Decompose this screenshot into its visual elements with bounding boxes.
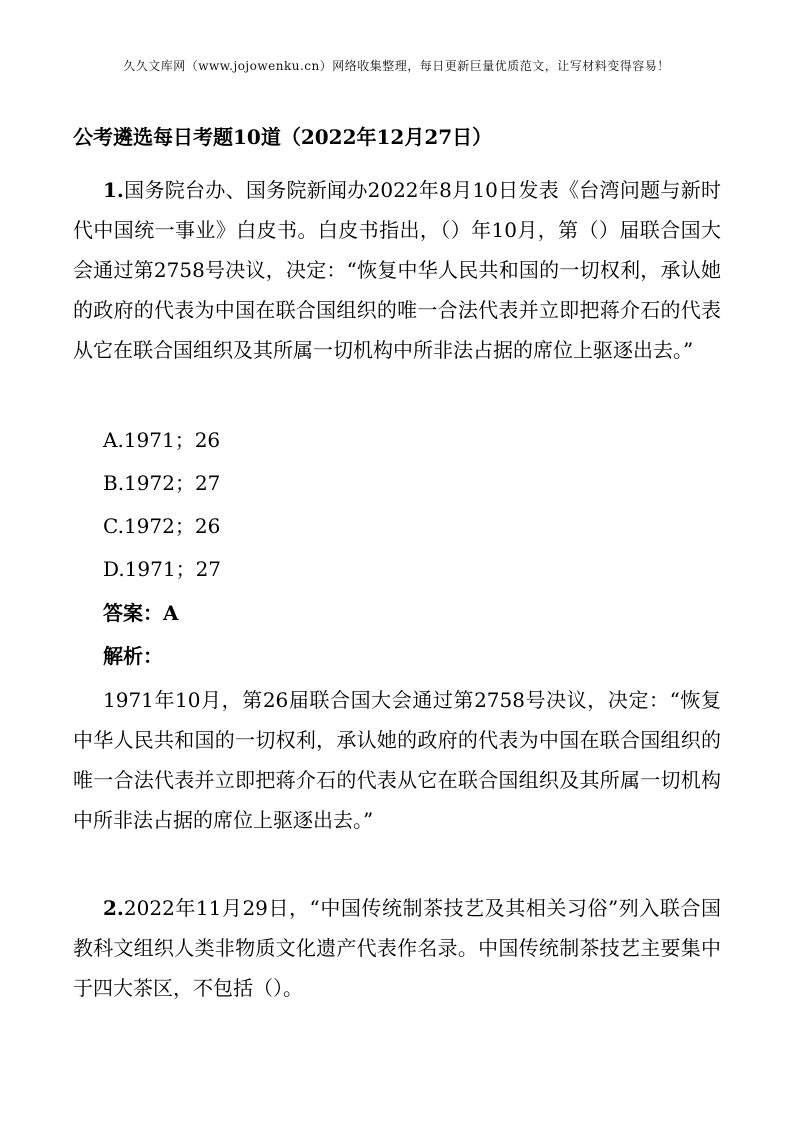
question-2-number: 2. — [103, 896, 124, 920]
page-title: 公考遴选每日考题10道（2022年12月27日） — [73, 125, 493, 149]
analysis-label: 解析： — [103, 644, 163, 668]
option-a: A.1971；26 — [103, 428, 221, 452]
option-d: D.1971；27 — [103, 557, 222, 581]
page-header: 久久文库网（www.jojowenku.cn）网络收集整理，每日更新巨量优质范文，让写材料变得容易！ — [123, 59, 670, 73]
question-2-text — [73, 888, 721, 1008]
question-1-body: 国务院台办、国务院新闻办2022年8月10日发表《台湾问题与新时代中国统一事业》白皮书。白皮书指出，（）年10月，第（）届联合国大会通过第2758号决议，决定：“恢复中华人民共和国的一切权利，承认她的政府的代表为中国在联合国组织的唯一合法代表并立即把蒋介石的代表从它在联合国组织及其所属一切机构中所非法占据的席位上驱逐出去。” — [73, 178, 721, 362]
question-1 — [73, 170, 721, 370]
question-2-body: 2022年11月29日，“中国传统制茶技艺及其相关习俗”列入联合国教科文组织人类非物质文化遗产代表作名录。中国传统制茶技艺主要集中于四大茶区，不包括（）。 — [73, 896, 721, 1000]
option-b: B.1972；27 — [103, 471, 221, 495]
analysis-block — [73, 680, 721, 840]
question-1-number: 1. — [103, 178, 124, 202]
question-2 — [73, 888, 721, 1008]
question-1-text — [73, 170, 721, 370]
option-c: C.1972；26 — [103, 514, 221, 538]
answer-label: 答案：A — [103, 601, 179, 625]
analysis-text: 1971年10月，第26届联合国大会通过第2758号决议，决定：“恢复中华人民共和国的一切权利，承认她的政府的代表为中国在联合国组织的唯一合法代表并立即把蒋介石的代表从它在联合国组织及其所属一切机构中所非法占据的席位上驱逐出去。” — [73, 688, 721, 832]
